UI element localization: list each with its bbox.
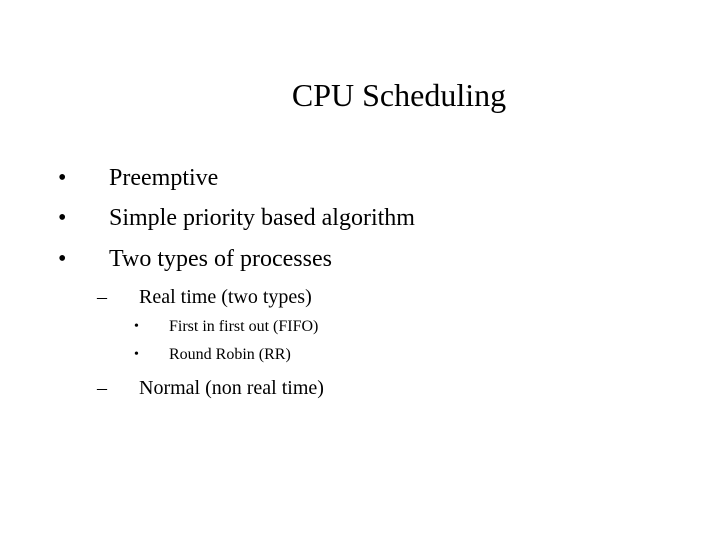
dash-marker: – bbox=[97, 377, 107, 399]
bullet-text: Simple priority based algorithm bbox=[109, 205, 415, 231]
sub-bullet-text: Real time (two types) bbox=[139, 286, 312, 308]
dash-marker: – bbox=[97, 286, 107, 308]
bullet-marker: • bbox=[134, 319, 139, 334]
bullet-marker: • bbox=[134, 347, 139, 362]
slide-title bbox=[0, 73, 720, 117]
bullet-text: Preemptive bbox=[109, 165, 219, 191]
sub-bullet-text: Normal (non real time) bbox=[139, 377, 324, 399]
bullet-marker: • bbox=[58, 165, 67, 191]
sub-sub-bullet-text: Round Robin (RR) bbox=[169, 346, 291, 363]
sub-sub-bullet-text: First in first out (FIFO) bbox=[169, 318, 319, 335]
slide-title-text: CPU Scheduling bbox=[291, 77, 507, 113]
bullet-marker: • bbox=[58, 246, 67, 272]
bullet-marker: • bbox=[58, 205, 67, 231]
bullet-text: Two types of processes bbox=[109, 246, 332, 272]
